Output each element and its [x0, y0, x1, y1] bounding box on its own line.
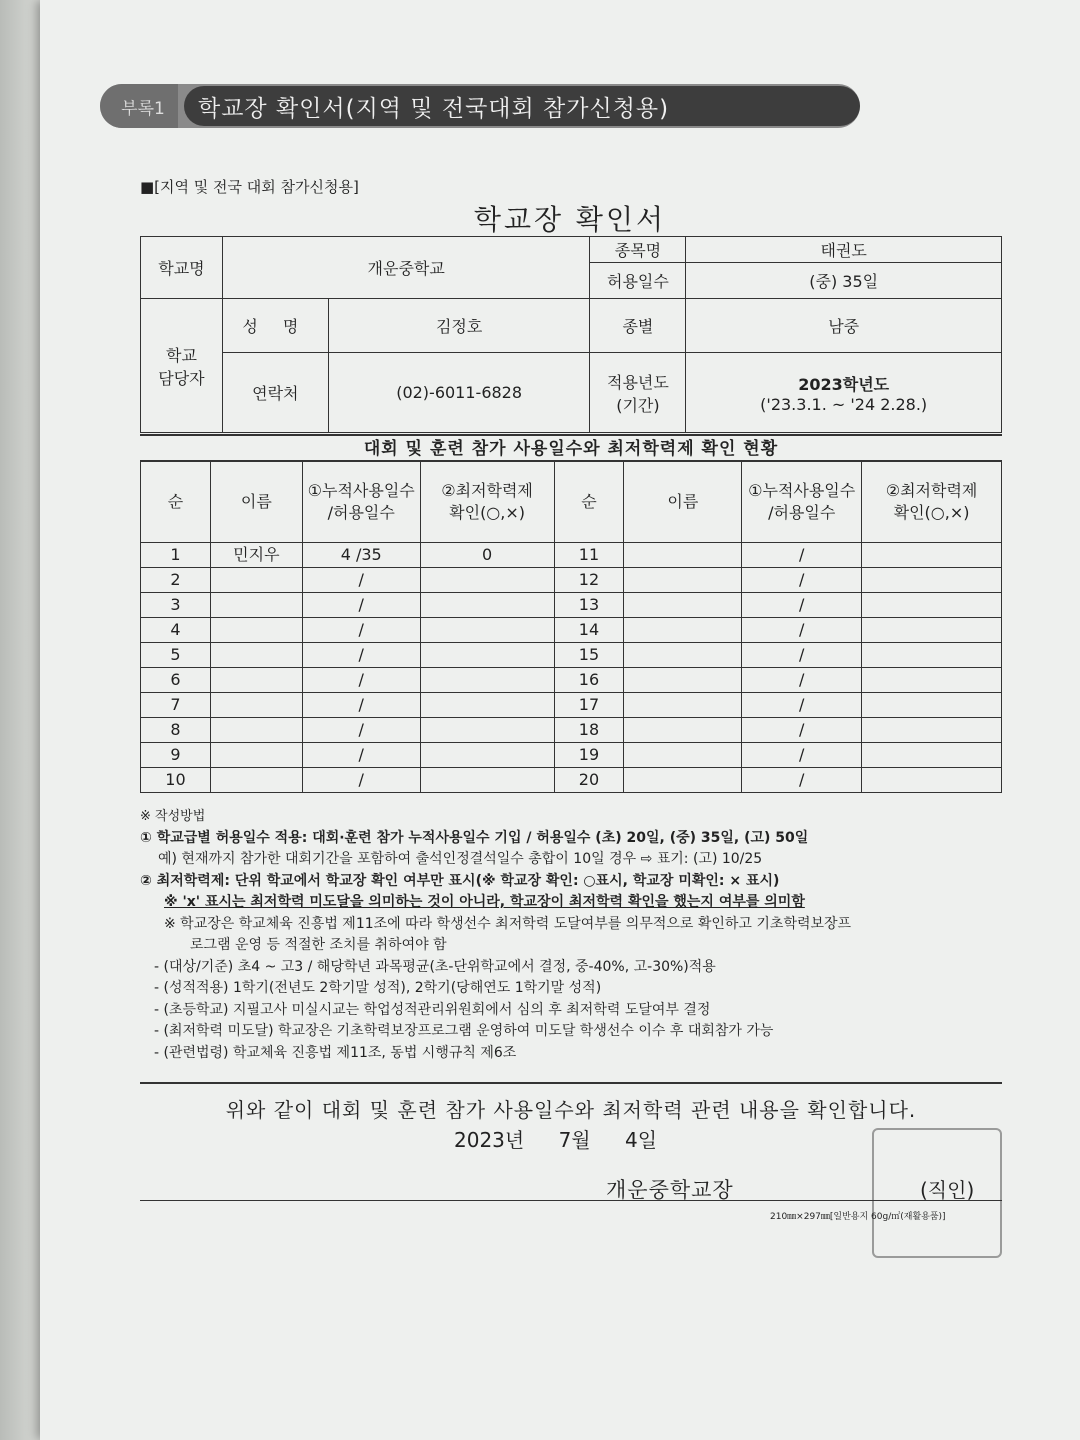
detail-5: - (관련법령) 학교체육 진흥법 제11조, 동법 시행규칙 제6조	[154, 1044, 517, 1061]
row-name-2	[624, 543, 742, 568]
form-subheading: ■[지역 및 전국 대회 참가신청용]	[140, 178, 359, 196]
col-days-2	[742, 461, 862, 543]
row-days: /	[302, 643, 420, 668]
seal-label: (직인)	[920, 1178, 975, 1202]
year-value-line2: ('23.3.1. ~ '24 2.28.)	[760, 394, 928, 414]
detail-4: - (최저학력 미도달) 학교장은 기초학력보장프로그램 운영하여 미도달 학생선수 이수 후 대회참가 가능	[154, 1023, 774, 1039]
row-name	[210, 618, 302, 643]
col-days-line2: /허용일수	[327, 503, 395, 522]
row-days: 4 /35	[302, 543, 420, 568]
col-days	[302, 461, 420, 543]
row-name	[210, 643, 302, 668]
row-name-2	[624, 743, 742, 768]
status-caption: 대회 및 훈련 참가 사용일수와 최저학력제 확인 현황	[140, 434, 1002, 462]
row-no: 5	[141, 643, 211, 668]
row-check-2	[862, 668, 1002, 693]
row-check-2	[862, 743, 1002, 768]
row-days: /	[302, 768, 420, 793]
row-name-2	[624, 718, 742, 743]
row-check	[420, 643, 554, 668]
row-no-2: 12	[554, 568, 624, 593]
row-no: 2	[141, 568, 211, 593]
confirmation-statement: 위와 같이 대회 및 훈련 참가 사용일수와 최저학력 관련 내용을 확인합니다.	[140, 1082, 1002, 1123]
row-check: 0	[420, 543, 554, 568]
instructions-heading: ※ 작성방법	[140, 809, 206, 824]
manager-label	[141, 299, 223, 433]
table-row	[141, 718, 1002, 743]
row-no: 10	[141, 768, 211, 793]
row-name	[210, 668, 302, 693]
col-check-2	[862, 461, 1002, 543]
row-days-2: /	[742, 593, 862, 618]
row-check	[420, 768, 554, 793]
note-2-b: ※ 학교장은 학교체육 진흥법 제11조에 따라 학생선수 최저학력 도달여부를 의무적으로 확인하고 기초학력보장프	[164, 915, 852, 932]
row-check-2	[862, 768, 1002, 793]
date-day: 4일	[624, 1128, 658, 1152]
row-no-2: 16	[554, 668, 624, 693]
appendix-tag: 부록1	[100, 84, 178, 128]
row-days-2: /	[742, 618, 862, 643]
row-check-2	[862, 593, 1002, 618]
detail-1: - (대상/기준) 초4 ~ 고3 / 해당학년 과목평균(초-단위학교에서 결정, 중-40%, 고-30%)적용	[154, 958, 716, 975]
table-row	[141, 693, 1002, 718]
row-check-2	[862, 618, 1002, 643]
row-days: /	[302, 693, 420, 718]
row-days-2: /	[742, 568, 862, 593]
row-name-2	[624, 693, 742, 718]
row-check-2	[862, 643, 1002, 668]
date-year: 2023년	[454, 1128, 525, 1152]
row-name	[210, 743, 302, 768]
row-days: /	[302, 668, 420, 693]
table-row	[141, 643, 1002, 668]
col-check-2-line1: ②최저학력제	[885, 481, 978, 500]
manager-label-line1: 학교	[165, 345, 197, 365]
issue-date	[454, 1124, 685, 1153]
row-no-2: 18	[554, 718, 624, 743]
table-row	[141, 768, 1002, 793]
col-check-2-line2: 확인(○,×)	[893, 503, 970, 522]
allowed-days-label: 허용일수	[590, 263, 686, 299]
row-no: 4	[141, 618, 211, 643]
row-check	[420, 593, 554, 618]
gender-label: 종별	[590, 299, 686, 353]
row-check	[420, 668, 554, 693]
row-no: 6	[141, 668, 211, 693]
table-row	[141, 618, 1002, 643]
row-no-2: 17	[554, 693, 624, 718]
row-check	[420, 743, 554, 768]
manager-label-line2: 담당자	[158, 368, 205, 388]
row-no-2: 13	[554, 593, 624, 618]
row-name	[210, 568, 302, 593]
signer-title: 개운중학교장	[606, 1178, 734, 1202]
col-no: 순	[141, 461, 211, 543]
row-no: 1	[141, 543, 211, 568]
paper-spec: 210㎜×297㎜[일반용지 60g/㎡(재활용품)]	[770, 1212, 946, 1222]
row-days-2: /	[742, 743, 862, 768]
name-label: 성 명	[222, 299, 328, 353]
row-days-2: /	[742, 718, 862, 743]
row-days-2: /	[742, 543, 862, 568]
row-name-2	[624, 768, 742, 793]
row-no: 9	[141, 743, 211, 768]
row-name-2	[624, 568, 742, 593]
table-row	[141, 668, 1002, 693]
row-check-2	[862, 568, 1002, 593]
signature-line	[140, 1200, 1002, 1201]
table-header-row	[141, 461, 1002, 543]
row-no-2: 11	[554, 543, 624, 568]
usage-status-table	[140, 460, 1002, 793]
row-name: 민지우	[210, 543, 302, 568]
row-check-2	[862, 543, 1002, 568]
school-name-label: 학교명	[141, 237, 223, 299]
year-value-line1: 2023학년도	[798, 374, 890, 394]
note-2-b-cont: 로그램 운영 등 적절한 조치를 취하여야 함	[190, 937, 447, 953]
note-2: ② 최저학력제: 단위 학교에서 학교장 확인 여부만 표시(※ 학교장 확인: ○표시, 학교장 미확인: × 표시)	[140, 872, 780, 889]
note-1-example: 예) 현재까지 참가한 대회기간을 포함하여 출석인정결석일수 총합이 10일 경우 ⇨ 표기: (고) 10/25	[158, 851, 763, 867]
row-days: /	[302, 593, 420, 618]
row-days-2: /	[742, 668, 862, 693]
detail-3: - (초등학교) 지필고사 미실시교는 학업성적관리위원회에서 심의 후 최저학력 도달여부 결정	[154, 1001, 711, 1018]
row-check-2	[862, 718, 1002, 743]
detail-2: - (성적적용) 1학기(전년도 2학기말 성적), 2학기(당해연도 1학기말 성적)	[154, 980, 602, 996]
note-1: ① 학교급별 허용일수 적용: 대회·훈련 참가 누적사용일수 기입 / 허용일수 (초) 20일, (중) 35일, (고) 50일	[140, 829, 809, 846]
table-row	[141, 593, 1002, 618]
instructions	[140, 806, 1000, 1064]
row-check	[420, 618, 554, 643]
contact-label: 연락처	[222, 353, 328, 433]
table-row	[141, 543, 1002, 568]
row-days-2: /	[742, 693, 862, 718]
col-name-2: 이름	[624, 461, 742, 543]
row-check-2	[862, 693, 1002, 718]
name-value: 김정호	[328, 299, 590, 353]
school-info-table	[140, 236, 1002, 433]
row-name	[210, 718, 302, 743]
row-check	[420, 693, 554, 718]
col-days-2-line2: /허용일수	[768, 503, 836, 522]
year-label-line1: 적용년도	[607, 372, 669, 392]
row-name-2	[624, 668, 742, 693]
row-no: 8	[141, 718, 211, 743]
col-no-2: 순	[554, 461, 624, 543]
row-days: /	[302, 718, 420, 743]
col-days-line1: ①누적사용일수	[307, 481, 415, 500]
allowed-days-value: (중) 35일	[686, 263, 1002, 299]
page-edge-shadow	[0, 0, 40, 1440]
row-name	[210, 693, 302, 718]
row-no-2: 14	[554, 618, 624, 643]
row-name	[210, 593, 302, 618]
table-row	[141, 568, 1002, 593]
col-check	[420, 461, 554, 543]
year-label	[590, 353, 686, 433]
row-no-2: 15	[554, 643, 624, 668]
row-days-2: /	[742, 643, 862, 668]
table-row	[141, 743, 1002, 768]
date-month: 7월	[558, 1128, 591, 1152]
appendix-banner	[100, 84, 860, 128]
col-name: 이름	[210, 461, 302, 543]
contact-value: (02)-6011-6828	[328, 353, 590, 433]
row-name-2	[624, 593, 742, 618]
appendix-title: 학교장 확인서(지역 및 전국대회 참가신청용)	[184, 86, 860, 126]
row-days: /	[302, 743, 420, 768]
row-check	[420, 718, 554, 743]
row-no: 3	[141, 593, 211, 618]
row-name-2	[624, 643, 742, 668]
year-value	[686, 353, 1002, 433]
row-check	[420, 568, 554, 593]
sport-label: 종목명	[590, 237, 686, 263]
row-days: /	[302, 618, 420, 643]
row-no-2: 20	[554, 768, 624, 793]
row-name	[210, 768, 302, 793]
col-days-2-line1: ①누적사용일수	[748, 481, 856, 500]
row-name-2	[624, 618, 742, 643]
gender-value: 남중	[686, 299, 1002, 353]
row-days: /	[302, 568, 420, 593]
sport-value: 태권도	[686, 237, 1002, 263]
col-check-line2: 확인(○,×)	[449, 503, 526, 522]
row-no: 7	[141, 693, 211, 718]
note-2-a: ※ 'x' 표시는 최저학력 미도달을 의미하는 것이 아니라, 학교장이 최저학력 확인을 했는지 여부를 의미함	[164, 894, 805, 910]
year-label-line2: (기간)	[616, 395, 660, 415]
row-no-2: 19	[554, 743, 624, 768]
row-days-2: /	[742, 768, 862, 793]
school-name-value: 개운중학교	[222, 237, 590, 299]
col-check-line1: ②최저학력제	[441, 481, 533, 500]
document-title: 학교장 확인서	[473, 203, 667, 236]
